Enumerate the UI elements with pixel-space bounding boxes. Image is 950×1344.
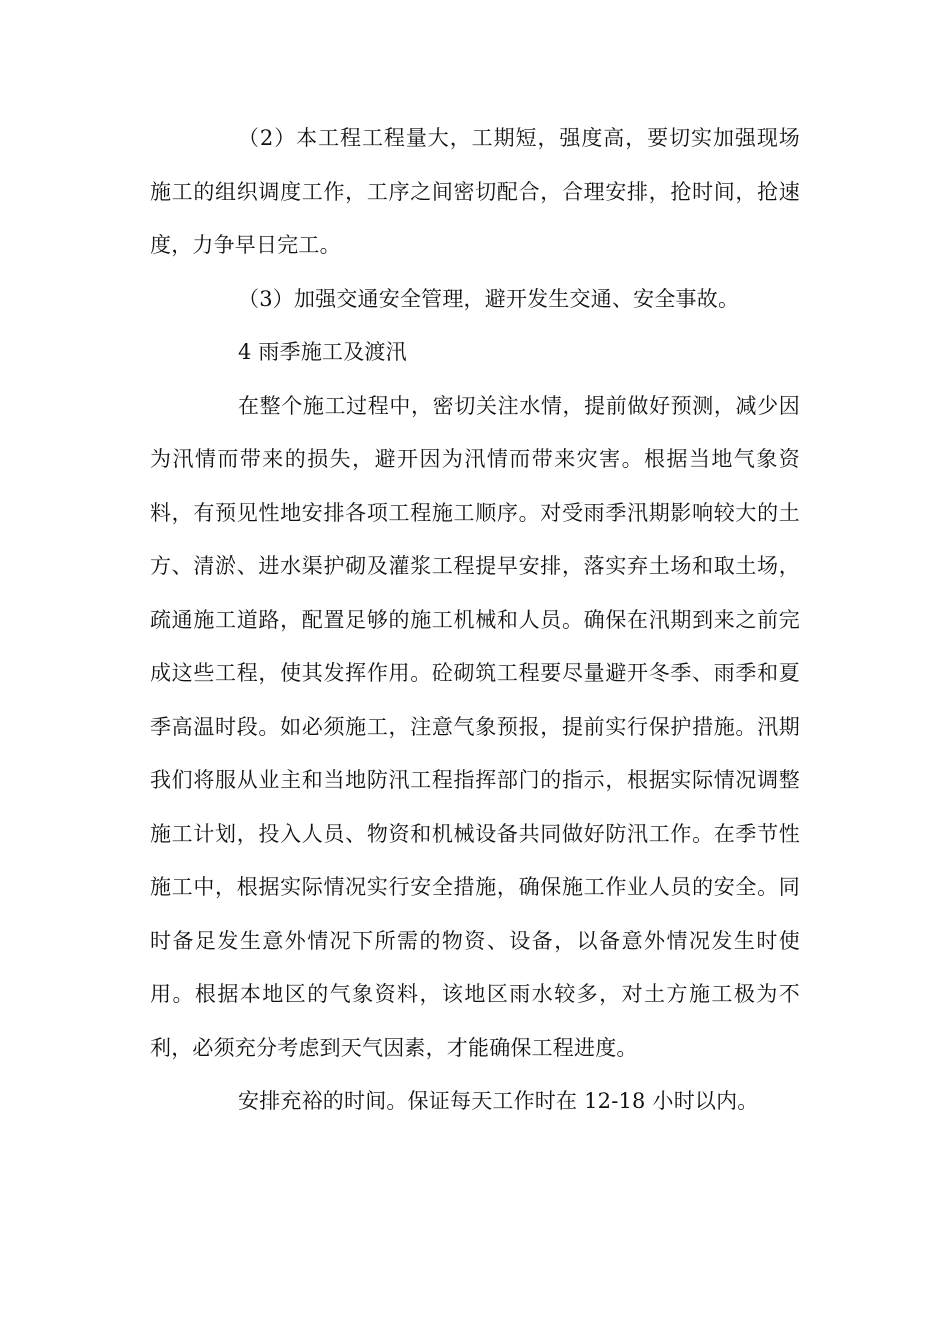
section-heading: 4 雨季施工及渡汛 bbox=[238, 340, 407, 364]
schedule-paragraph: 安排充裕的时间。保证每天工作时在 12-18 小时以内。 bbox=[238, 1089, 759, 1113]
paragraph-item-2: （2）本工程工程量大，工期短，强度高，要切实加强现场施工的组织调度工作，工序之间密切配合，合理安排，抢时间，抢速度，力争早日完工。 bbox=[150, 126, 800, 257]
document-body bbox=[150, 112, 800, 1129]
rainy-season-paragraph: 在整个施工过程中，密切关注水情，提前做好预测，减少因为汛情而带来的损失，避开因为汛情而带来灾害。根据当地气象资料，有预见性地安排各项工程施工顺序。对受雨季汛期影响较大的土方、清淤、进水渠护砌及灌浆工程提早安排，落实弃土场和取土场，疏通施工道路，配置足够的施工机械和人员。确保在汛期到来之前完成这些工程，使其发挥作用。砼砌筑工程要尽量避开冬季、雨季和夏季高温时段。如必须施工，注意气象预报，提前实行保护措施。汛期我们将服从业主和当地防汛工程指挥部门的指示，根据实际情况调整施工计划，投入人员、物资和机械设备共同做好防汛工作。在季节性施工中，根据实际情况实行安全措施，确保施工作业人员的安全。同时备足发生意外情况下所需的物资、设备，以备意外情况发生时使用。根据本地区的气象资料，该地区雨水较多，对土方施工极为不利，必须充分考虑到天气因素，才能确保工程进度。 bbox=[150, 393, 800, 1060]
paragraph-item-3: （3）加强交通安全管理，避开发生交通、安全事故。 bbox=[238, 286, 740, 311]
